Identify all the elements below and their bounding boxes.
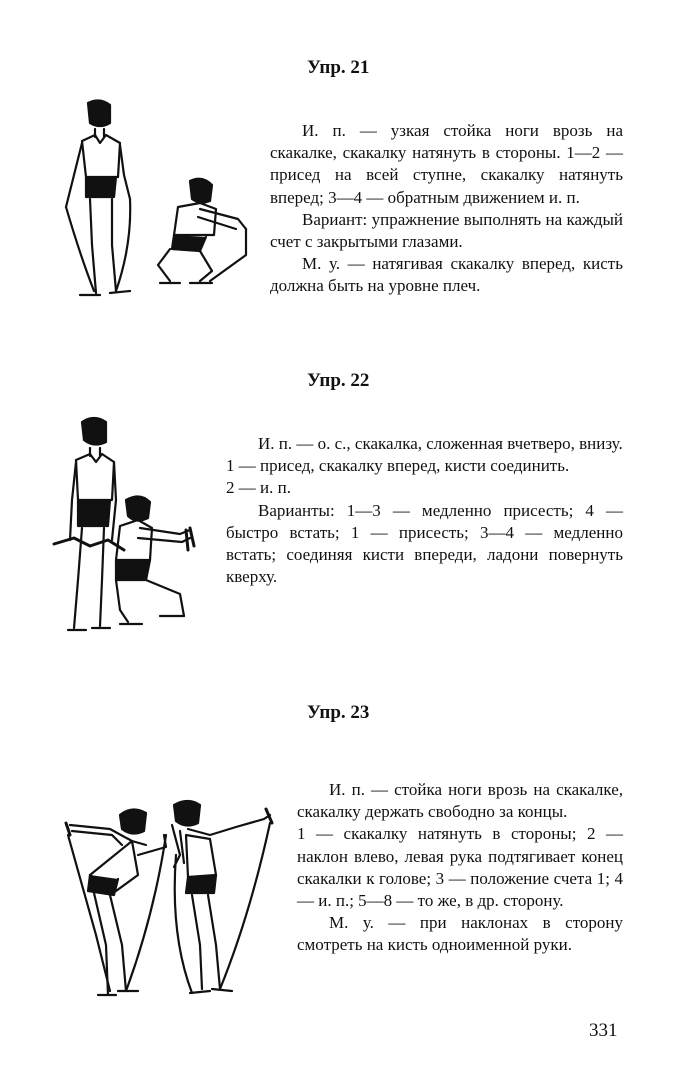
- ex22-paragraph-3: 2 — и. п.: [226, 478, 291, 498]
- page-number: 331: [589, 1020, 618, 1041]
- ex23-paragraph-1: И. п. — стойка ноги врозь на скакалке, скакалку держать свободно за концы.: [297, 780, 623, 822]
- ex21-title: Упр. 21: [307, 57, 370, 78]
- ex23-text: [297, 779, 623, 957]
- ex21-paragraph-2: Вариант: упражнение выполнять на каждый счет с закрытыми глазами.: [270, 209, 623, 252]
- ex22-paragraph-1: И. п. — о. с., скакалка, сложенная вчетверо, внизу.: [258, 434, 623, 453]
- ex21-paragraph-1: И. п. — узкая стойка ноги врозь на скакалке, скакалку натянуть в стороны. 1—2 — присед на всей ступне, скакалку натянуть вперед; 3—4 — обратным движением и. п.: [270, 121, 623, 207]
- ex22-paragraph-4: Варианты: 1—3 — медленно присесть; 4 — быстро встать; 1 — присесть; 3—4 — медленно встать; соединяя кисти впереди, ладони повернуть кверху.: [226, 500, 623, 587]
- ex22-illustration: [50, 410, 220, 640]
- ex22-title: Упр. 22: [307, 370, 370, 391]
- ex23-paragraph-2: 1 — скакалку натянуть в стороны; 2 — наклон влево, левая рука подтягивает конец скакалки к голове; 3 — положение счета 1; 4 — и. п.; 5—8 — то же, в др. сторону.: [297, 824, 623, 911]
- ex22-paragraph-2: 1 — присед, скакалку вперед, кисти соединить.: [226, 456, 570, 476]
- ex22-text: [226, 433, 623, 588]
- ex23-illustration: [50, 795, 290, 1015]
- ex23-title: Упр. 23: [307, 702, 370, 723]
- ex23-paragraph-3: М. у. — при наклонах в сторону смотреть на кисть одноименной руки.: [297, 913, 623, 955]
- ex21-paragraph-3: М. у. — натягивая скакалку вперед, кисть должна быть на уровне плеч.: [270, 254, 623, 296]
- ex21-text: [270, 120, 623, 298]
- ex21-illustration: [50, 95, 260, 305]
